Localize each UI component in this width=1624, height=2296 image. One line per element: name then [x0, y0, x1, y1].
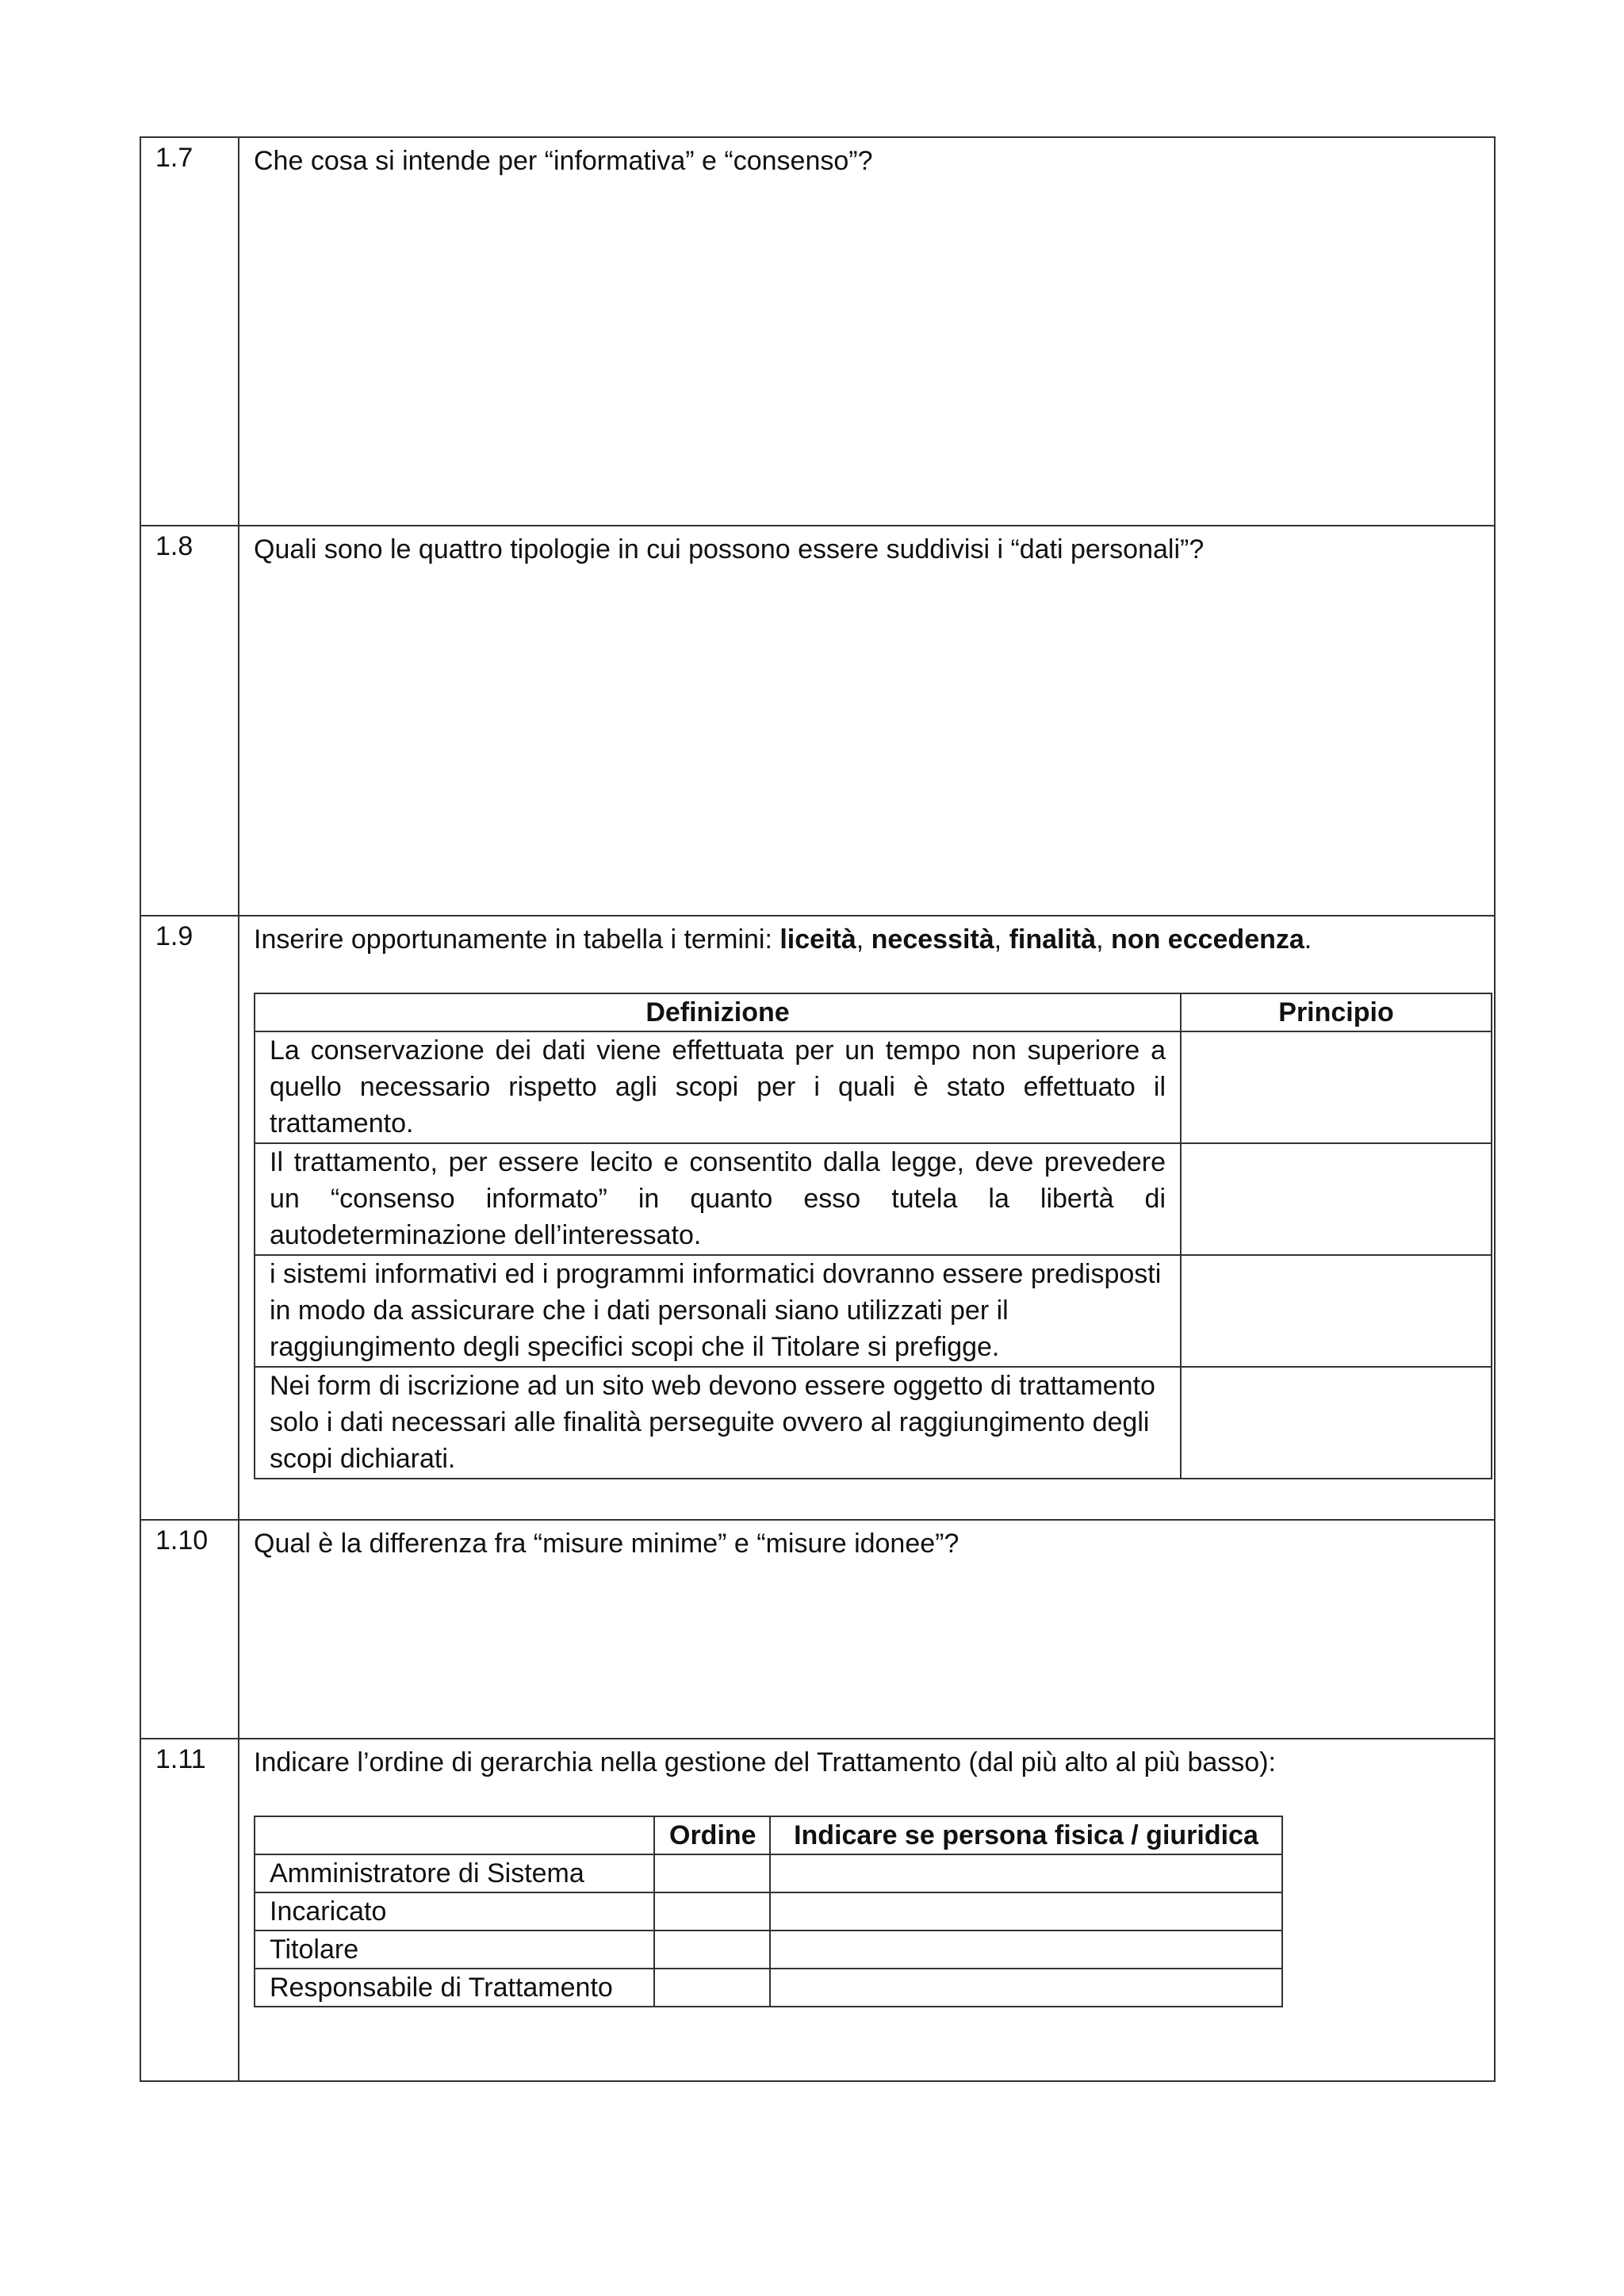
- role-label: Responsabile di Trattamento: [255, 1969, 654, 2007]
- question-row: [140, 1520, 1495, 1739]
- header-definizione: Definizione: [255, 993, 1181, 1031]
- order-answer-cell[interactable]: [654, 1969, 770, 2007]
- table-row: [255, 1854, 1282, 1892]
- question-number: 1.9: [140, 916, 239, 1520]
- definition-cell: La conservazione dei dati viene effettuata per un tempo non superiore a quello necessario rispetto agli scopi per i quali è stato effettuato il trattamento.: [255, 1031, 1181, 1143]
- separator: ,: [1096, 924, 1112, 955]
- hierarchy-table: [254, 1816, 1283, 2007]
- term-necessita: necessità: [871, 924, 994, 955]
- question-cell[interactable]: [239, 1520, 1495, 1739]
- question-number: 1.8: [140, 526, 239, 916]
- principle-answer-cell[interactable]: [1181, 1031, 1492, 1143]
- question-number: 1.7: [140, 137, 239, 526]
- question-suffix: .: [1304, 924, 1312, 955]
- table-row: [255, 1892, 1282, 1931]
- question-cell: [239, 916, 1495, 1520]
- person-type-answer-cell[interactable]: [770, 1892, 1282, 1931]
- question-cell: [239, 1739, 1495, 2081]
- question-number: 1.11: [140, 1739, 239, 2081]
- question-text: Quali sono le quattro tipologie in cui possono essere suddivisi i “dati personali”?: [254, 534, 1205, 564]
- definition-cell: Nei form di iscrizione ad un sito web devono essere oggetto di trattamento solo i dati necessari alle finalità perseguite ovvero al raggiungimento degli scopi dichiarati.: [255, 1367, 1181, 1479]
- questionnaire-table: [140, 136, 1496, 2082]
- principles-table: [254, 993, 1492, 1479]
- separator: ,: [856, 924, 871, 955]
- question-row: [140, 526, 1495, 916]
- question-prefix: Inserire opportunamente in tabella i termini:: [254, 924, 780, 955]
- question-row: [140, 137, 1495, 526]
- question-text: [254, 921, 1480, 958]
- definition-cell: Il trattamento, per essere lecito e consentito dalla legge, deve prevedere un “consenso informato” in quanto esso tutela la libertà di autodeterminazione dell’interessato.: [255, 1143, 1181, 1255]
- role-label: Amministratore di Sistema: [255, 1854, 654, 1892]
- header-ordine: Ordine: [654, 1816, 770, 1854]
- question-row: [140, 1739, 1495, 2081]
- order-answer-cell[interactable]: [654, 1892, 770, 1931]
- table-row: [255, 1969, 1282, 2007]
- table-header-row: [255, 1816, 1282, 1854]
- term-finalita: finalità: [1009, 924, 1097, 955]
- header-principio: Principio: [1181, 993, 1492, 1031]
- table-row: [255, 1255, 1492, 1367]
- role-label: Incaricato: [255, 1892, 654, 1931]
- question-text: Qual è la differenza fra “misure minime” e “misure idonee”?: [254, 1529, 959, 1559]
- table-row: [255, 1031, 1492, 1143]
- header-persona: Indicare se persona fisica / giuridica: [770, 1816, 1282, 1854]
- table-row: [255, 1931, 1282, 1969]
- question-row: [140, 916, 1495, 1520]
- principle-answer-cell[interactable]: [1181, 1255, 1492, 1367]
- principle-answer-cell[interactable]: [1181, 1143, 1492, 1255]
- header-empty: [255, 1816, 654, 1854]
- question-text: Che cosa si intende per “informativa” e “consenso”?: [254, 146, 873, 176]
- order-answer-cell[interactable]: [654, 1854, 770, 1892]
- question-cell[interactable]: [239, 137, 1495, 526]
- question-cell[interactable]: [239, 526, 1495, 916]
- question-number: 1.10: [140, 1520, 239, 1739]
- order-answer-cell[interactable]: [654, 1931, 770, 1969]
- table-row: [255, 1367, 1492, 1479]
- person-type-answer-cell[interactable]: [770, 1931, 1282, 1969]
- role-label: Titolare: [255, 1931, 654, 1969]
- table-row: [255, 1143, 1492, 1255]
- question-text: Indicare l’ordine di gerarchia nella gestione del Trattamento (dal più alto al più basso):: [254, 1747, 1276, 1777]
- term-liceita: liceità: [779, 924, 856, 955]
- definition-cell: i sistemi informativi ed i programmi informatici dovranno essere predisposti in modo da assicurare che i dati personali siano utilizzati per il raggiungimento degli specifici scopi che il Titolare si prefigge.: [255, 1255, 1181, 1367]
- person-type-answer-cell[interactable]: [770, 1854, 1282, 1892]
- separator: ,: [994, 924, 1009, 955]
- table-header-row: [255, 993, 1492, 1031]
- term-non-eccedenza: non eccedenza: [1111, 924, 1304, 955]
- principle-answer-cell[interactable]: [1181, 1367, 1492, 1479]
- person-type-answer-cell[interactable]: [770, 1969, 1282, 2007]
